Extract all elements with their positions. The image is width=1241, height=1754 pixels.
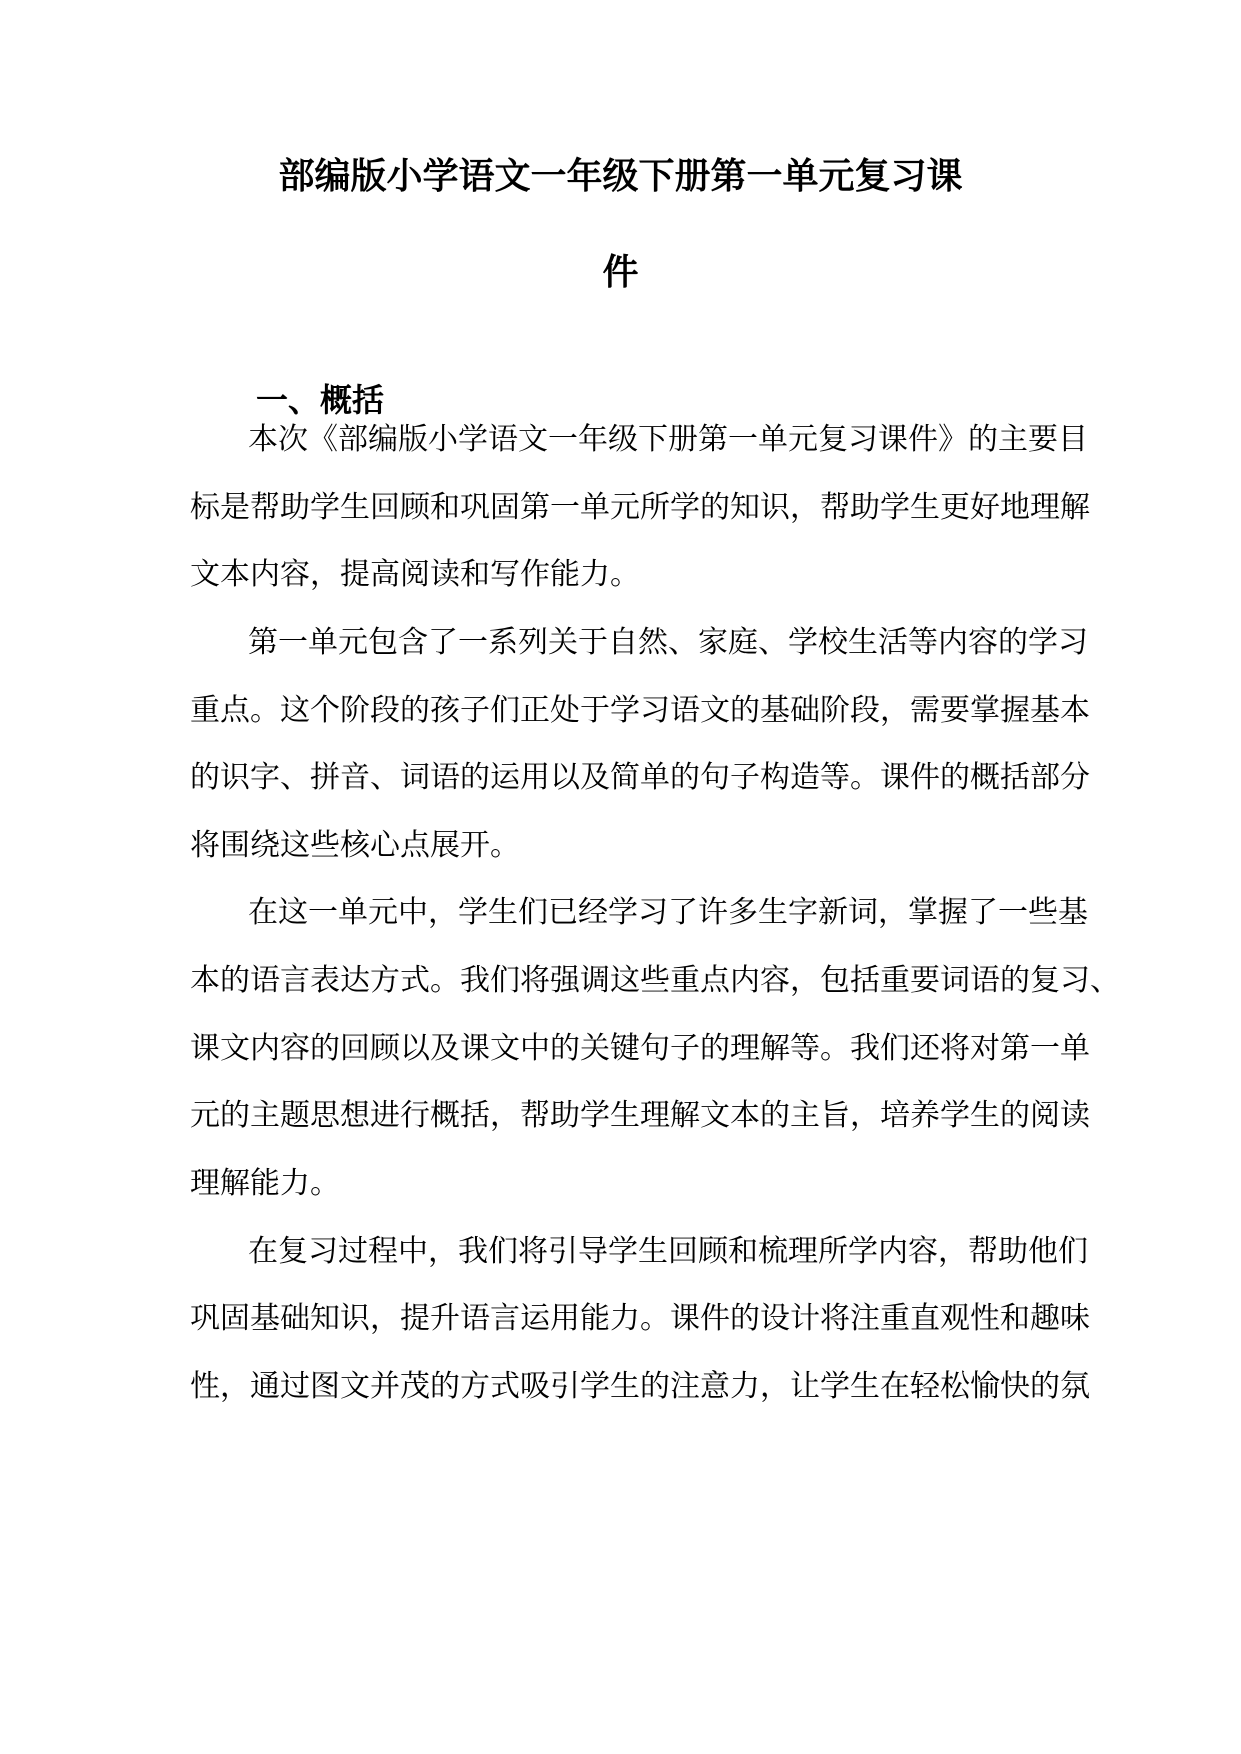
paragraph-4-line-1: 在复习过程中，我们将引导学生回顾和梳理所学内容，帮助他们 <box>248 1234 1088 1269</box>
document-title-line-1: 部编版小学语文一年级下册第一单元复习课 <box>278 155 963 197</box>
paragraph-4-line-3: 性，通过图文并茂的方式吸引学生的注意力，让学生在轻松愉快的氛 <box>190 1369 1090 1404</box>
paragraph-2-line-1: 第一单元包含了一系列关于自然、家庭、学校生活等内容的学习 <box>248 625 1088 660</box>
paragraph-4-line-2: 巩固基础知识，提升语言运用能力。课件的设计将注重直观性和趣味 <box>190 1301 1090 1336</box>
section-heading: 一、概括 <box>256 381 385 419</box>
paragraph-2-line-3: 的识字、拼音、词语的运用以及简单的句子构造等。课件的概括部分 <box>190 760 1090 795</box>
paragraph-1-line-2: 标是帮助学生回顾和巩固第一单元所学的知识，帮助学生更好地理解 <box>190 490 1090 525</box>
paragraph-3-line-3: 课文内容的回顾以及课文中的关键句子的理解等。我们还将对第一单 <box>190 1031 1090 1066</box>
paragraph-3-line-4: 元的主题思想进行概括，帮助学生理解文本的主旨，培养学生的阅读 <box>190 1098 1090 1133</box>
document-title-line-2: 件 <box>602 251 639 293</box>
paragraph-3-line-2: 本的语言表达方式。我们将强调这些重点内容，包括重要词语的复习、 <box>190 963 1120 998</box>
paragraph-1-line-3: 文本内容，提高阅读和写作能力。 <box>190 557 640 592</box>
paragraph-3-line-5: 理解能力。 <box>190 1166 340 1201</box>
paragraph-2-line-4: 将围绕这些核心点展开。 <box>190 828 520 863</box>
paragraph-1-line-1: 本次《部编版小学语文一年级下册第一单元复习课件》的主要目 <box>248 422 1088 457</box>
paragraph-3-line-1: 在这一单元中，学生们已经学习了许多生字新词，掌握了一些基 <box>248 895 1088 930</box>
paragraph-2-line-2: 重点。这个阶段的孩子们正处于学习语文的基础阶段，需要掌握基本 <box>190 693 1090 728</box>
